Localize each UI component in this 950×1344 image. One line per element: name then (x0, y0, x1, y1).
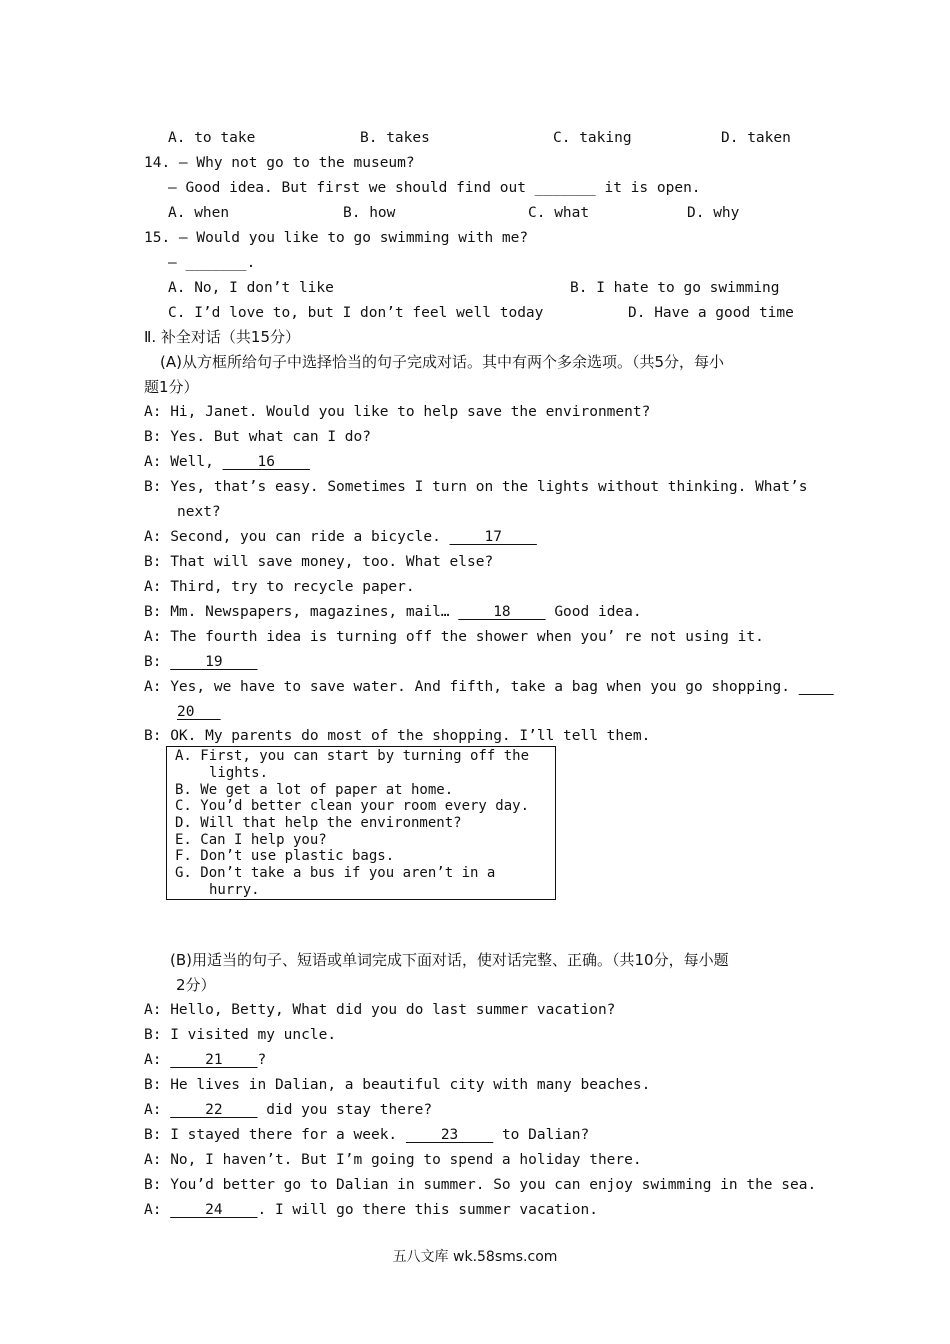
q13-option-c: C. taking (553, 130, 632, 146)
box-option-d: D. Will that help the environment? (175, 815, 462, 831)
dialog-b-line-1: A: Hello, Betty, What did you do last summer vacation? (144, 1002, 616, 1018)
dialog-a-line-8-text: B: Mm. Newspapers, magazines, mail… (144, 604, 459, 620)
dialog-a-line-4: B: Yes, that’s easy. Sometimes I turn on the lights without thinking. What’s (144, 479, 808, 495)
q14-answer-line (168, 178, 701, 198)
dialog-a-line-8 (144, 602, 642, 622)
blank-21: 21 (170, 1052, 258, 1068)
dialog-b-line-6-text: B: I stayed there for a week. (144, 1127, 406, 1143)
box-option-e: E. Can I help you? (175, 832, 327, 848)
blank-20: 20 (177, 704, 221, 720)
dialog-b-line-6 (144, 1125, 589, 1145)
q13-option-a: A. to take (168, 130, 256, 146)
q14-answer-pre: — Good idea. But first we should find out (168, 180, 535, 196)
blank-23: 23 (405, 1127, 494, 1143)
blank-18: 18 (458, 604, 546, 620)
q13-option-d: D. taken (721, 130, 791, 146)
dialog-a-line-12: B: OK. My parents do most of the shopping. I’ll tell them. (144, 728, 651, 744)
dialog-a-line-4-cont: next? (177, 504, 221, 520)
dialog-a-line-11 (144, 677, 834, 697)
part-b-instruction-cont: 2分） (176, 976, 216, 994)
blank-24: 24 (170, 1202, 258, 1218)
blank-16: 16 (222, 454, 310, 470)
dialog-b-line-8: B: You’d better go to Dalian in summer. So you can enjoy swimming in the sea. (144, 1177, 817, 1193)
dialog-b-line-3-post: ? (257, 1052, 267, 1068)
q14-option-d: D. why (687, 205, 740, 221)
box-option-a: A. First, you can start by turning off the (175, 748, 530, 764)
dialog-b-line-4: B: He lives in Dalian, a beautiful city with many beaches. (144, 1077, 651, 1093)
dialog-a-line-9: A: The fourth idea is turning off the shower when you’ re not using it. (144, 629, 764, 645)
part-a-instruction-cont: 题1分） (144, 378, 199, 396)
section-title: Ⅱ. 补全对话（共15分） (144, 328, 301, 346)
dialog-b-line-2: B: I visited my uncle. (144, 1027, 337, 1043)
box-option-c: C. You’d better clean your room every day. (175, 798, 530, 814)
q15-answer-line (168, 253, 255, 273)
dialog-b-line-9 (144, 1200, 598, 1220)
dialog-a-line-5 (144, 527, 537, 547)
dialog-b-line-7: A: No, I haven’t. But I’m going to spend a holiday there. (144, 1152, 642, 1168)
options-box (166, 746, 556, 900)
dialog-a-line-3-text: A: Well, (144, 454, 223, 470)
dialog-a-line-11-text: A: Yes, we have to save water. And fifth, take a bag when you go shopping. (144, 679, 799, 695)
dialog-a-line-11-cont (177, 702, 221, 722)
q15-answer-pre: — (168, 255, 186, 271)
blank-20-start (799, 679, 834, 695)
dialog-b-line-6-post: to Dalian? (493, 1127, 590, 1143)
dialog-b-line-3 (144, 1050, 266, 1070)
dialog-a-line-5-text: A: Second, you can ride a bicycle. (144, 529, 450, 545)
q14-option-c: C. what (528, 205, 590, 221)
dialog-a-line-10-text: B: (144, 654, 171, 670)
box-option-g-cont: hurry. (209, 882, 260, 898)
q15-option-a: A. No, I don’t like (168, 280, 334, 296)
part-a-instruction: (A)从方框所给句子中选择恰当的句子完成对话。其中有两个多余选项。（共5分，每小 (160, 353, 725, 371)
q15-option-c: C. I’d love to, but I don’t feel well today (168, 305, 544, 321)
q14-option-a: A. when (168, 205, 230, 221)
q15-blank: _______ (185, 255, 247, 271)
footer-watermark: 五八文库 wk.58sms.com (392, 1249, 558, 1265)
q14-option-b: B. how (343, 205, 396, 221)
dialog-a-line-3 (144, 452, 310, 472)
dialog-b-line-9-text: A: (144, 1202, 171, 1218)
q14-answer-post: it is open. (595, 180, 701, 196)
q15-question: 15. — Would you like to go swimming with me? (144, 230, 529, 246)
dialog-a-line-2: B: Yes. But what can I do? (144, 429, 371, 445)
q15-answer-post: . (246, 255, 256, 271)
part-b-instruction: (B)用适当的句子、短语或单词完成下面对话，使对话完整、正确。（共10分，每小题 (170, 951, 729, 969)
box-option-g: G. Don’t take a bus if you aren’t in a (175, 865, 496, 881)
dialog-b-line-5 (144, 1100, 432, 1120)
box-option-b: B. We get a lot of paper at home. (175, 782, 454, 798)
dialog-a-line-6: B: That will save money, too. What else? (144, 554, 494, 570)
box-option-f: F. Don’t use plastic bags. (175, 848, 395, 864)
dialog-b-line-9-post: . I will go there this summer vacation. (257, 1202, 598, 1218)
dialog-a-line-7: A: Third, try to recycle paper. (144, 579, 415, 595)
q15-option-d: D. Have a good time (628, 305, 794, 321)
dialog-a-line-1: A: Hi, Janet. Would you like to help save the environment? (144, 404, 651, 420)
dialog-a-line-8-post: Good idea. (545, 604, 642, 620)
dialog-b-line-5-text: A: (144, 1102, 171, 1118)
dialog-b-line-5-post: did you stay there? (257, 1102, 433, 1118)
box-option-a-cont: lights. (209, 765, 269, 781)
blank-19: 19 (170, 654, 258, 670)
dialog-a-line-10 (144, 652, 258, 672)
blank-17: 17 (449, 529, 537, 545)
dialog-b-line-3-text: A: (144, 1052, 171, 1068)
blank-22: 22 (170, 1102, 258, 1118)
q14-question: 14. — Why not go to the museum? (144, 155, 415, 171)
q14-blank: _______ (534, 180, 596, 196)
q15-option-b: B. I hate to go swimming (570, 280, 780, 296)
q13-option-b: B. takes (360, 130, 430, 146)
